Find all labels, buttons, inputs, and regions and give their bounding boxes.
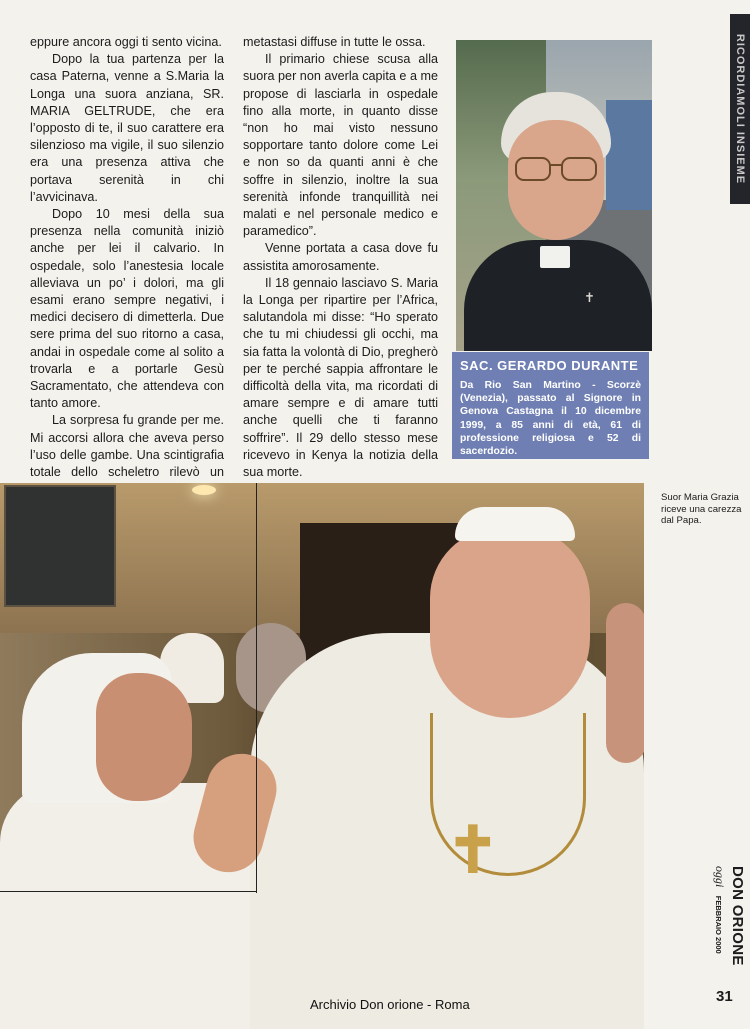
wall-painting: [4, 485, 116, 607]
portrait-photo: [456, 40, 652, 351]
pin-cross-icon: ✝: [584, 290, 595, 305]
article-column-left: [30, 34, 224, 516]
masthead: [713, 866, 746, 972]
portrait-caption-text: Da Rio San Martino - Scorzè (Venezia), passato al Signore in Genova Castagna il 10 dicembre 1999, a 85 anni di età, 61 di professione religiosa e 52 di sacerdozio.: [460, 380, 641, 458]
issue-date: FEBBRAIO 2000: [714, 895, 723, 954]
paragraph: Venne portata a casa dove fu assistita amorosamente.: [243, 241, 438, 273]
article-column-middle: [243, 34, 438, 481]
page-number: 31: [716, 988, 733, 1005]
paragraph: Dopo 10 mesi della sua presenza nella comunità iniziò anche per lei il calvario. In ospedale, solo l’anestesia locale alleviava un po’ i dolori, ma gli esami erano sempre negativi, i medici decisero di dimetterla. Due sere prima del suo ritorno a casa, andai in ospedale come al solito a trovarla e a portarle Gesù Sacramentato, che attendeva con tanto amore.: [30, 207, 224, 411]
paragraph: Il primario chiese scusa alla suora per non averla capita e a me propose di lasciarla in ospedale fino alla morte, in quanto disse “non ho mai visto nessuno sopportare tanto dolore come Lei e non so da quanti anni è che soffre in silenzio, inoltre la sua serenità infonde tranquillità nei malati e nel personale medico e paramedico”.: [243, 52, 438, 239]
portrait-name: SAC. GERARDO DURANTE: [460, 358, 639, 373]
paragraph: metastasi diffuse in tutte le ossa.: [243, 35, 426, 49]
paragraph: Dopo la tua partenza per la casa Paterna, venne a S.Maria la Longa una suora anziana, SR. MARIA GELTRUDE, che era l’opposto di te, il suo carattere era silenzioso ma vigile, il suo silenzio era una presenza attiva che portava serenità in chi l’avvicinava.: [30, 52, 224, 204]
pectoral-cross-icon: ✝: [446, 814, 500, 886]
brand-subtitle: oggi: [713, 866, 727, 888]
paragraph: eppure ancora oggi ti sento vicina.: [30, 35, 222, 49]
section-tab: [730, 14, 750, 204]
photo-caption: Suor Maria Grazia riceve una carezza dal Papa.: [661, 492, 742, 527]
archive-watermark: Archivio Don orione - Roma: [310, 997, 470, 1012]
brand-name: DON ORIONE: [729, 866, 746, 966]
paragraph: Il 18 gennaio lasciavo S. Maria la Longa per ripartire per l’Africa, salutandola mi disse: “Ho sperato che tu mi chiudessi gli occhi, ma sia fatta la volontà di Dio, pregherò per te perché sappia affrontare le difficoltà della vita, ma ricordati di amare sempre e di amare tutti anche quelli che ti faranno soffrire”. Il 29 dello stesso mese ricevevo in Kenya la notizia della sua morte.: [243, 275, 438, 480]
paragraph: La sorpresa fu grande per me. Mi accorsi allora che aveva perso l’uso delle gambe. Una scintigrafia totale dello scheletro rilevò un: [30, 413, 224, 480]
glasses-icon: [512, 155, 600, 183]
pope-photo: [0, 483, 644, 1029]
portrait-caption-box: [452, 352, 649, 459]
section-tab-label: RICORDIAMOLI INSIEME: [734, 33, 746, 185]
lamp-icon: [192, 485, 216, 495]
